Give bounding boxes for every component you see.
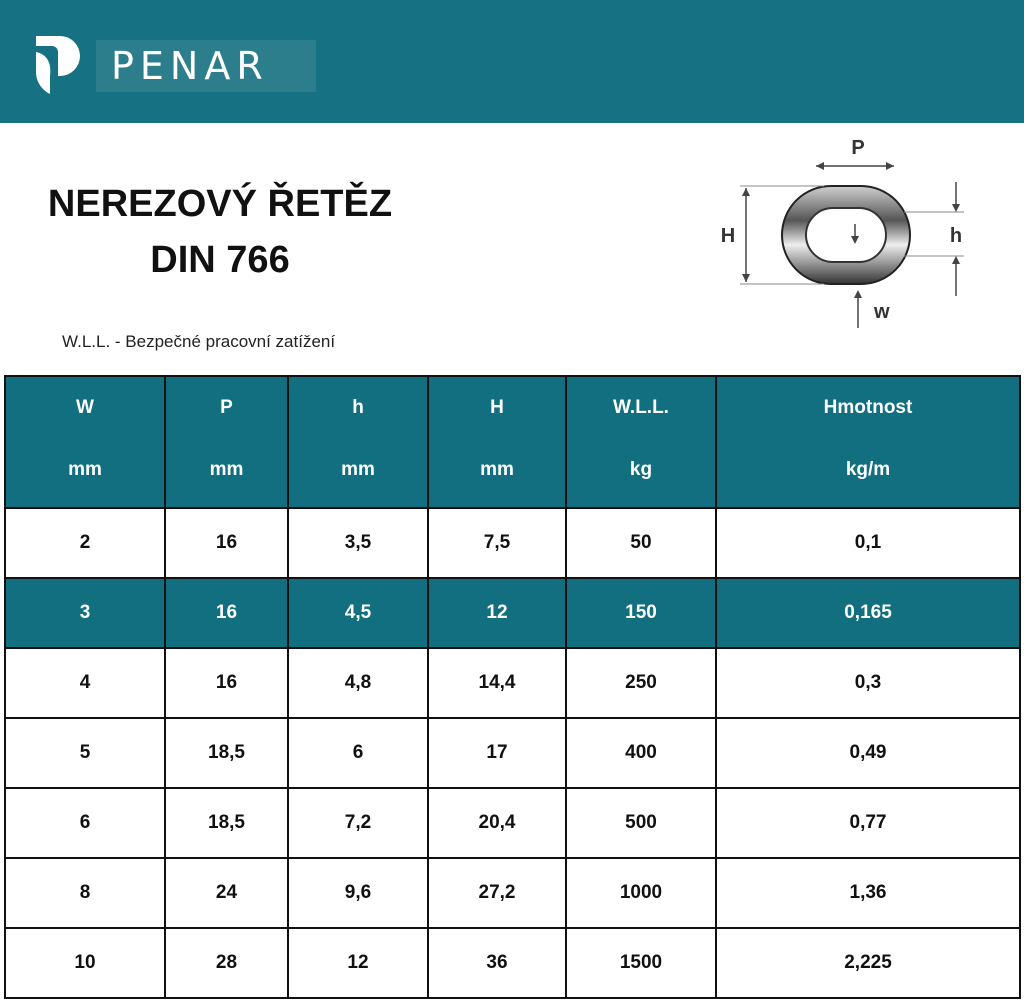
col-header-h-small: h mm xyxy=(288,376,428,508)
table-cell: 12 xyxy=(288,928,428,998)
penar-logo-icon xyxy=(34,32,82,98)
table-cell: 10 xyxy=(5,928,165,998)
table-cell: 16 xyxy=(165,508,288,578)
table-cell: 14,4 xyxy=(428,648,566,718)
chain-link-inner xyxy=(806,208,886,262)
title-line-2: DIN 766 xyxy=(150,239,290,281)
table-row xyxy=(5,508,1020,578)
col-header-h-big: H mm xyxy=(428,376,566,508)
page-title xyxy=(30,176,410,288)
col-header-weight: Hmotnost kg/m xyxy=(716,376,1020,508)
title-line-1: NEREZOVÝ ŘETĚZ xyxy=(47,183,393,225)
table-cell: 17 xyxy=(428,718,566,788)
col-header-wll: W.L.L. kg xyxy=(566,376,716,508)
table-cell: 7,5 xyxy=(428,508,566,578)
table-cell: 7,2 xyxy=(288,788,428,858)
table-header-row xyxy=(5,376,1020,508)
table-cell: 20,4 xyxy=(428,788,566,858)
label-h-small: h xyxy=(949,225,963,247)
chain-link-diagram xyxy=(712,128,982,333)
table-cell: 16 xyxy=(165,648,288,718)
table-cell: 4 xyxy=(5,648,165,718)
header-bar xyxy=(0,0,1024,123)
table-cell: 2,225 xyxy=(716,928,1020,998)
table-body xyxy=(5,508,1020,998)
table-cell: 50 xyxy=(566,508,716,578)
table-cell: 18,5 xyxy=(165,718,288,788)
label-h-big: H xyxy=(720,225,736,247)
table-cell: 5 xyxy=(5,718,165,788)
table-cell: 4,8 xyxy=(288,648,428,718)
brand-name: PENAR xyxy=(111,44,269,88)
table-cell: 1,36 xyxy=(716,858,1020,928)
table-cell: 2 xyxy=(5,508,165,578)
spec-table xyxy=(4,375,1021,999)
table-cell: 0,49 xyxy=(716,718,1020,788)
col-header-w: W mm xyxy=(5,376,165,508)
table-cell: 9,6 xyxy=(288,858,428,928)
table-cell: 500 xyxy=(566,788,716,858)
label-p: P xyxy=(851,137,865,159)
table-row xyxy=(5,718,1020,788)
table-cell: 4,5 xyxy=(288,578,428,648)
table-cell: 0,1 xyxy=(716,508,1020,578)
table-row xyxy=(5,858,1020,928)
table-cell: 250 xyxy=(566,648,716,718)
table-cell: 1500 xyxy=(566,928,716,998)
table-cell: 16 xyxy=(165,578,288,648)
label-w: w xyxy=(874,301,890,323)
table-cell: 150 xyxy=(566,578,716,648)
table-cell: 28 xyxy=(165,928,288,998)
table-cell: 6 xyxy=(288,718,428,788)
table-cell: 18,5 xyxy=(165,788,288,858)
table-cell: 6 xyxy=(5,788,165,858)
table-row xyxy=(5,788,1020,858)
table-cell: 1000 xyxy=(566,858,716,928)
table-row xyxy=(5,578,1020,648)
table-cell: 0,165 xyxy=(716,578,1020,648)
table-cell: 0,77 xyxy=(716,788,1020,858)
table-cell: 3,5 xyxy=(288,508,428,578)
col-header-p: P mm xyxy=(165,376,288,508)
wll-note: W.L.L. - Bezpečné pracovní zatížení xyxy=(62,332,336,351)
table-cell: 27,2 xyxy=(428,858,566,928)
table-cell: 0,3 xyxy=(716,648,1020,718)
table-row xyxy=(5,648,1020,718)
table-cell: 24 xyxy=(165,858,288,928)
table-cell: 12 xyxy=(428,578,566,648)
table-row xyxy=(5,928,1020,998)
table-cell: 400 xyxy=(566,718,716,788)
table-cell: 36 xyxy=(428,928,566,998)
table-cell: 3 xyxy=(5,578,165,648)
table-cell: 8 xyxy=(5,858,165,928)
